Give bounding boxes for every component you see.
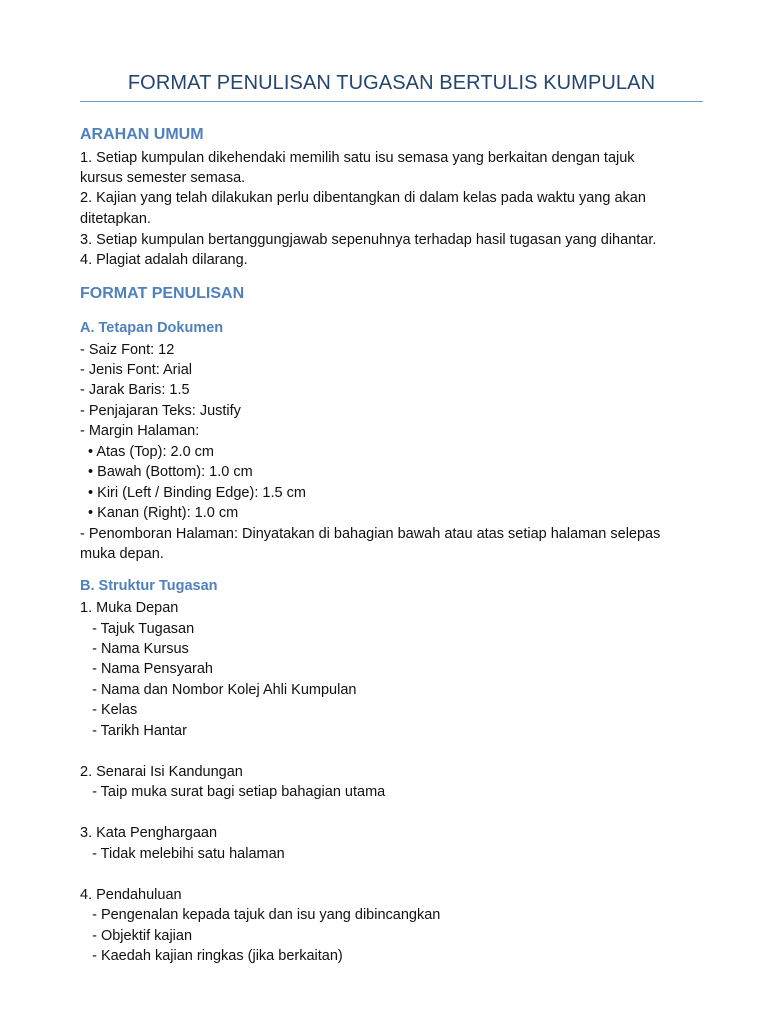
margin-item: • Kiri (Left / Binding Edge): 1.5 cm <box>80 485 306 501</box>
margin-item: • Atas (Top): 2.0 cm <box>80 444 215 460</box>
heading-arahan-umum: ARAHAN UMUM <box>80 126 204 143</box>
settings-line: - Jenis Font: Arial <box>80 362 193 378</box>
heading-format-penulisan: FORMAT PENULISAN <box>80 285 245 302</box>
structure-item: 2. Senarai Isi Kandungan <box>80 764 243 780</box>
settings-line: muka depan. <box>80 546 164 562</box>
subheading-struktur-tugasan: B. Struktur Tugasan <box>80 578 218 594</box>
margin-item: • Kanan (Right): 1.0 cm <box>80 505 239 521</box>
structure-item: 3. Kata Penghargaan <box>80 825 218 841</box>
settings-line: - Saiz Font: 12 <box>80 342 175 358</box>
structure-subitem: - Tidak melebihi satu halaman <box>80 846 285 862</box>
structure-subitem: - Taip muka surat bagi setiap bahagian utama <box>80 784 386 800</box>
structure-subitem: - Pengenalan kepada tajuk dan isu yang dibincangkan <box>80 907 441 923</box>
settings-line: - Penomboran Halaman: Dinyatakan di bahagian bawah atau atas setiap halaman selepas <box>80 526 661 542</box>
general-line: ditetapkan. <box>80 211 151 227</box>
general-line: 4. Plagiat adalah dilarang. <box>80 252 248 268</box>
general-line: kursus semester semasa. <box>80 170 246 186</box>
general-line: 1. Setiap kumpulan dikehendaki memilih satu isu semasa yang berkaitan dengan tajuk <box>80 150 635 166</box>
document-title: FORMAT PENULISAN TUGASAN BERTULIS KUMPULAN <box>127 72 656 94</box>
general-line: 3. Setiap kumpulan bertanggungjawab sepenuhnya terhadap hasil tugasan yang dihantar. <box>80 232 657 248</box>
structure-subitem: - Kelas <box>80 702 138 718</box>
settings-line: - Penjajaran Teks: Justify <box>80 403 241 419</box>
structure-subitem: - Nama dan Nombor Kolej Ahli Kumpulan <box>80 682 357 698</box>
settings-line: - Jarak Baris: 1.5 <box>80 382 190 398</box>
title-underline <box>80 101 703 102</box>
structure-item: 4. Pendahuluan <box>80 887 182 903</box>
structure-subitem: - Tarikh Hantar <box>80 723 187 739</box>
structure-subitem: - Kaedah kajian ringkas (jika berkaitan) <box>80 948 343 964</box>
structure-subitem: - Objektif kajian <box>80 928 193 944</box>
margin-item: • Bawah (Bottom): 1.0 cm <box>80 464 253 480</box>
structure-subitem: - Tajuk Tugasan <box>80 621 195 637</box>
general-line: 2. Kajian yang telah dilakukan perlu dibentangkan di dalam kelas pada waktu yang akan <box>80 190 646 206</box>
structure-subitem: - Nama Kursus <box>80 641 189 657</box>
subheading-tetapan-dokumen: A. Tetapan Dokumen <box>80 320 224 336</box>
structure-subitem: - Nama Pensyarah <box>80 661 213 677</box>
settings-line: - Margin Halaman: <box>80 423 200 439</box>
structure-item: 1. Muka Depan <box>80 600 179 616</box>
